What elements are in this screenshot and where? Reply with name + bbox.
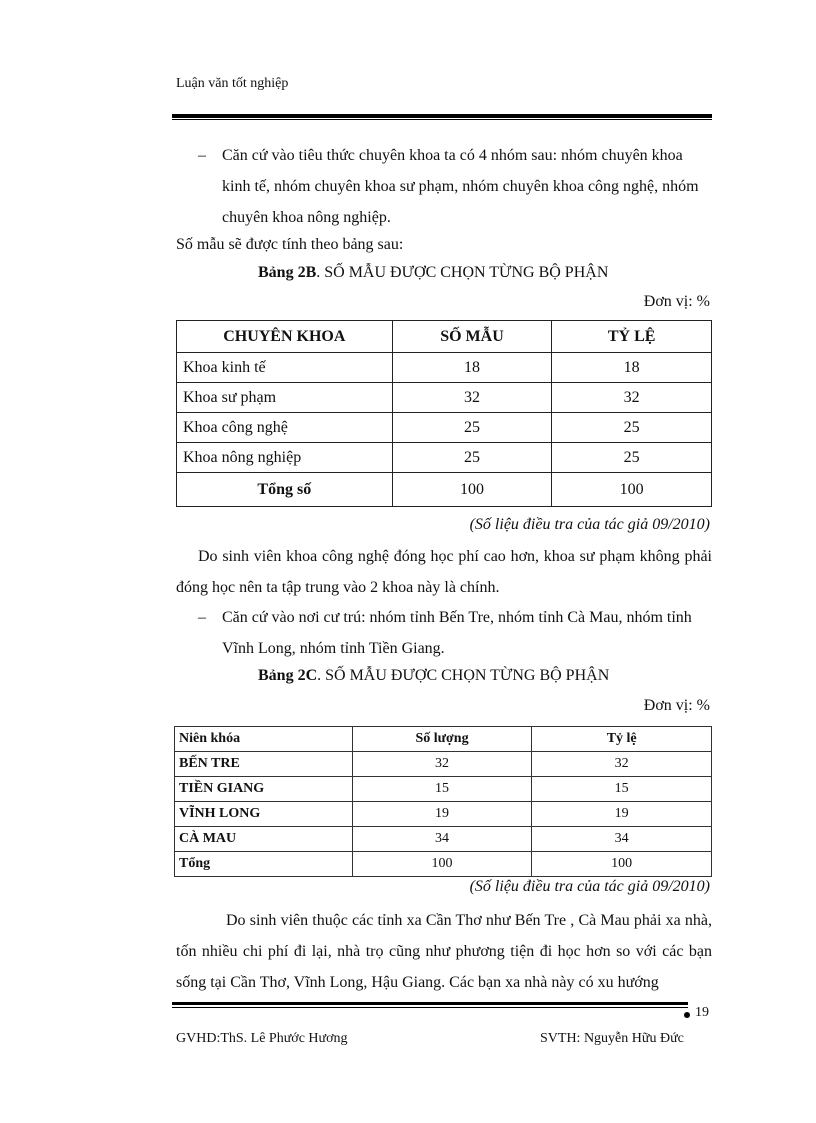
cell: Khoa kinh tế xyxy=(177,353,393,383)
table2-unit: Đơn vị: % xyxy=(643,697,710,714)
cell: 18 xyxy=(552,353,712,383)
table1-unit: Đơn vị: % xyxy=(643,293,710,310)
cell: 32 xyxy=(352,752,532,777)
bullet-marker: – xyxy=(198,147,206,164)
table1-caption-title: . SỐ MẪU ĐƯỢC CHỌN TỪNG BỘ PHẬN xyxy=(316,264,609,281)
col-header: Tỷ lệ xyxy=(532,727,712,752)
col-header: TỶ LỆ xyxy=(552,321,712,353)
table1-caption xyxy=(258,264,608,282)
table1-caption-label: Bảng 2B xyxy=(258,264,317,281)
bullet-marker: – xyxy=(198,609,206,626)
cell: Tổng xyxy=(175,852,353,877)
col-header: CHUYÊN KHOA xyxy=(177,321,393,353)
table-row xyxy=(177,413,712,443)
intro-text: Số mẫu sẽ được tính theo bảng sau: xyxy=(176,236,404,253)
cell: 19 xyxy=(532,802,712,827)
bullet-text: Căn cứ vào tiêu thức chuyên khoa ta có 4 nhóm sau: nhóm chuyên khoa kinh tế, nhóm chuyên khoa sư phạm, nhóm chuyên khoa công nghệ, nhóm chuyên khoa nông nghiệp. xyxy=(222,147,699,226)
cell: 100 xyxy=(532,852,712,877)
table-total-row xyxy=(175,852,712,877)
table2-source: (Số liệu điều tra của tác giả 09/2010) xyxy=(469,878,710,895)
table-row xyxy=(177,353,712,383)
cell: Khoa công nghệ xyxy=(177,413,393,443)
cell: 25 xyxy=(392,443,552,473)
page-number: 19 xyxy=(695,1005,709,1020)
paragraph: Do sinh viên khoa công nghệ đóng học phí cao hơn, khoa sư phạm không phải đóng học nên ta tập trung vào 2 khoa này là chính. xyxy=(176,548,712,596)
table2-caption-title: . SỐ MẪU ĐƯỢC CHỌN TỪNG BỘ PHẬN xyxy=(317,667,610,684)
table-row xyxy=(175,752,712,777)
footer-advisor: GVHD:ThS. Lê Phước Hương xyxy=(176,1031,348,1046)
table2-caption-label: Bảng 2C xyxy=(258,667,318,684)
cell: VĨNH LONG xyxy=(175,802,353,827)
cell: 100 xyxy=(552,473,712,507)
cell: 32 xyxy=(532,752,712,777)
cell: 34 xyxy=(352,827,532,852)
cell: Tổng số xyxy=(177,473,393,507)
bullet-text: Căn cứ vào nơi cư trú: nhóm tỉnh Bến Tre, nhóm tỉnh Cà Mau, nhóm tỉnh Vĩnh Long, nhóm tỉnh Tiền Giang. xyxy=(222,609,692,657)
running-header: Luận văn tốt nghiệp xyxy=(176,76,289,91)
header-rule xyxy=(172,114,712,118)
sample-table-by-province xyxy=(174,726,712,877)
table-row xyxy=(177,383,712,413)
col-header: SỐ MẪU xyxy=(392,321,552,353)
bullet-item xyxy=(198,602,712,664)
cell: 15 xyxy=(532,777,712,802)
cell: 15 xyxy=(352,777,532,802)
footer-student: SVTH: Nguyễn Hữu Đức xyxy=(540,1031,684,1046)
cell: Khoa sư phạm xyxy=(177,383,393,413)
col-header: Niên khóa xyxy=(175,727,353,752)
footer-rule-thin xyxy=(172,1007,688,1008)
cell: 100 xyxy=(352,852,532,877)
table-row xyxy=(177,443,712,473)
cell: 25 xyxy=(552,413,712,443)
cell: 32 xyxy=(392,383,552,413)
header-rule-thin xyxy=(172,119,712,120)
cell: 18 xyxy=(392,353,552,383)
cell: 32 xyxy=(552,383,712,413)
table-header-row xyxy=(177,321,712,353)
sample-table-by-faculty xyxy=(176,320,712,507)
table-total-row xyxy=(177,473,712,507)
cell: TIỀN GIANG xyxy=(175,777,353,802)
bullet-item xyxy=(198,140,712,233)
cell: 25 xyxy=(552,443,712,473)
footer-rule xyxy=(172,1002,688,1005)
col-header: Số lượng xyxy=(352,727,532,752)
cell: Khoa nông nghiệp xyxy=(177,443,393,473)
table-row xyxy=(175,777,712,802)
cell: 34 xyxy=(532,827,712,852)
table-row xyxy=(175,802,712,827)
paragraph: Do sinh viên thuộc các tỉnh xa Cần Thơ như Bến Tre , Cà Mau phải xa nhà, tốn nhiều chi phí đi lại, nhà trọ cũng như phương tiện đi học hơn so với các bạn sống tại Cần Thơ, Vĩnh Long, Hậu Giang. Các bạn xa nhà này có xu hướng xyxy=(176,912,712,991)
cell: 19 xyxy=(352,802,532,827)
table-row xyxy=(175,827,712,852)
bullet-dot-icon xyxy=(684,1012,690,1018)
table1-source: (Số liệu điều tra của tác giả 09/2010) xyxy=(469,516,710,533)
cell: CÀ MAU xyxy=(175,827,353,852)
cell: 100 xyxy=(392,473,552,507)
table-header-row xyxy=(175,727,712,752)
table2-caption xyxy=(258,667,609,685)
cell: 25 xyxy=(392,413,552,443)
cell: BẾN TRE xyxy=(175,752,353,777)
